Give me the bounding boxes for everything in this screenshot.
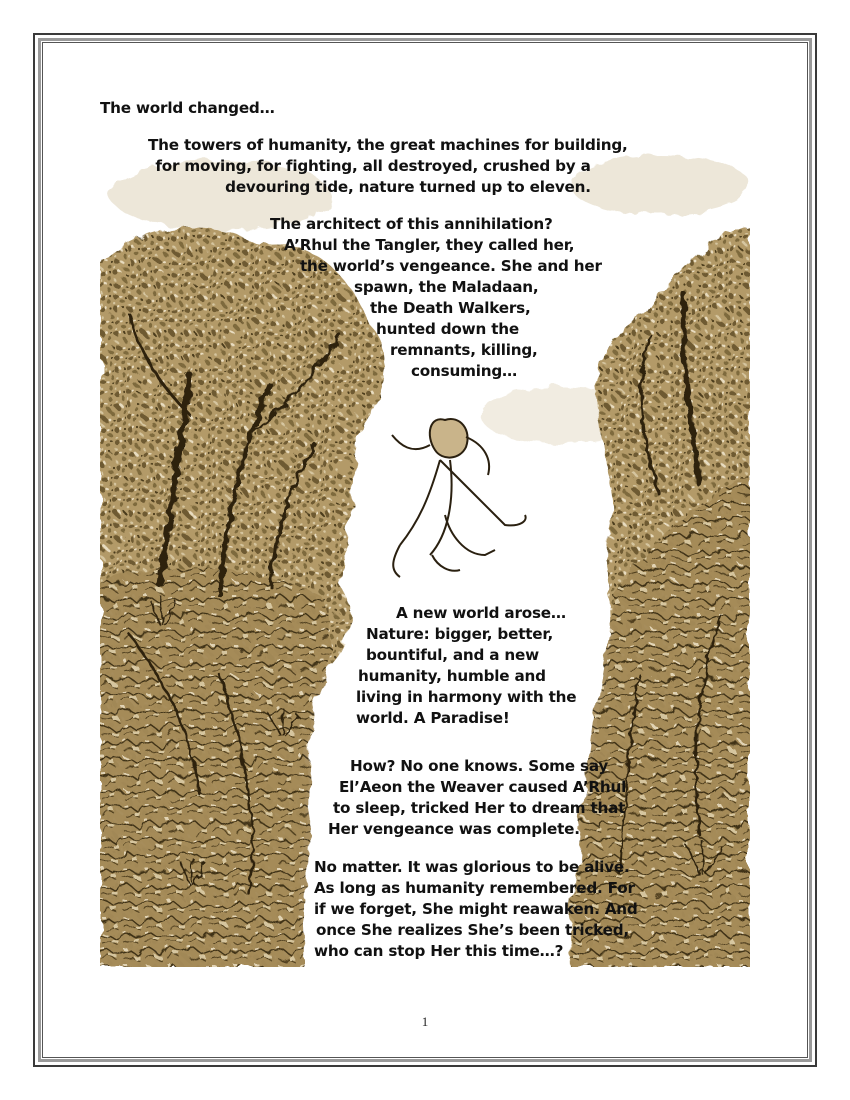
- paragraph-5: No matter. It was glorious to be alive. As long as humanity remembered. For if we forget, She might reawaken. And once She realizes She’s been tricked, who can stop Her this time…?: [314, 858, 638, 960]
- paragraph-3: A new world arose… Nature: bigger, better, bountiful, and a new humanity, humble and living in harmony with the world. A Paradise!: [356, 604, 577, 727]
- paragraph-2: The architect of this annihilation? A’Rhul the Tangler, they called her, the world’s vengeance. She and her spawn, the Maladaan, the Death Walkers, hunted down the remnants, killing, consuming…: [270, 215, 602, 380]
- page-number: 1: [421, 1014, 429, 1029]
- heading: The world changed…: [100, 99, 275, 117]
- creature-figure: [392, 419, 526, 577]
- paragraph-1: The towers of humanity, the great machines for building, for moving, for fighting, all destroyed, crushed by a devouring tide, nature turned up to eleven.: [148, 136, 628, 196]
- paragraph-4: How? No one knows. Some say El’Aeon the Weaver caused A’Rhul to sleep, tricked Her to dream that Her vengeance was complete.: [328, 757, 627, 838]
